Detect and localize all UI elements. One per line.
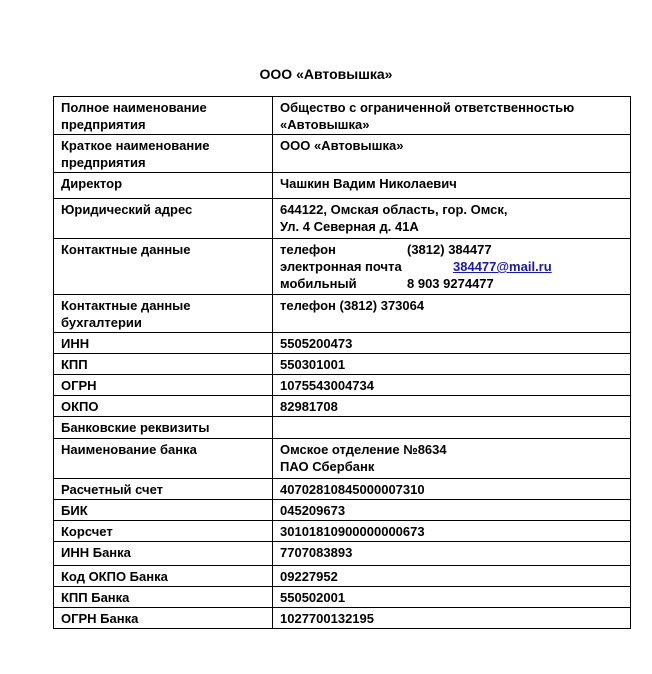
row-label: КПП Банка: [54, 587, 273, 608]
row-value: 30101810900000000673: [273, 521, 631, 542]
row-label: Контактные данные: [54, 239, 273, 295]
row-label: ИНН: [54, 333, 273, 354]
row-label: Контактные данные бухгалтерии: [54, 295, 273, 333]
row-label: КПП: [54, 354, 273, 375]
row-label: Код ОКПО Банка: [54, 566, 273, 587]
table-row: [54, 173, 631, 199]
table-row: [54, 295, 631, 333]
company-details-table: [53, 96, 631, 629]
email-link[interactable]: 384477@mail.ru: [453, 259, 552, 274]
row-value: 7707083893: [273, 542, 631, 566]
table-row: [54, 417, 631, 439]
phone-value: (3812) 384477: [407, 242, 492, 257]
row-value: [273, 417, 631, 439]
row-value: ООО «Автовышка»: [273, 135, 631, 173]
table-row: [54, 608, 631, 629]
row-label: Директор: [54, 173, 273, 199]
row-label: ОГРН Банка: [54, 608, 273, 629]
row-label: ОГРН: [54, 375, 273, 396]
row-value: 82981708: [273, 396, 631, 417]
table-row: [54, 333, 631, 354]
row-value: 550502001: [273, 587, 631, 608]
document-title: ООО «Автовышка»: [259, 66, 393, 82]
row-value: 09227952: [273, 566, 631, 587]
table-row: [54, 97, 631, 135]
table-row: [54, 199, 631, 239]
email-label: электронная почта: [280, 259, 402, 274]
row-value: телефон (3812) 373064: [273, 295, 631, 333]
row-label: ИНН Банка: [54, 542, 273, 566]
row-label: Юридический адрес: [54, 199, 273, 239]
row-label: БИК: [54, 500, 273, 521]
row-label: Краткое наименование предприятия: [54, 135, 273, 173]
row-value: 550301001: [273, 354, 631, 375]
contacts-cell: [273, 239, 631, 295]
mobile-label: мобильный: [280, 276, 357, 291]
row-value: 644122, Омская область, гор. Омск, Ул. 4 Северная д. 41А: [273, 199, 631, 239]
table-row: [54, 542, 631, 566]
row-label: Расчетный счет: [54, 479, 273, 500]
row-label: Полное наименование предприятия: [54, 97, 273, 135]
table-row: [54, 566, 631, 587]
row-value: 40702810845000007310: [273, 479, 631, 500]
table-row: [54, 135, 631, 173]
table-row: [54, 439, 631, 479]
row-value: Омское отделение №8634 ПАО Сбербанк: [273, 439, 631, 479]
row-value: 1027700132195: [273, 608, 631, 629]
row-label: ОКПО: [54, 396, 273, 417]
row-value: 1075543004734: [273, 375, 631, 396]
table-row: [54, 479, 631, 500]
table-row: [54, 500, 631, 521]
table-row: [54, 521, 631, 542]
row-label: Наименование банка: [54, 439, 273, 479]
table-row: [54, 354, 631, 375]
table-row: [54, 239, 631, 295]
table-row: [54, 396, 631, 417]
row-label: Корсчет: [54, 521, 273, 542]
row-value: Общество с ограниченной ответственностью «Автовышка»: [273, 97, 631, 135]
table-row: [54, 375, 631, 396]
row-value: Чашкин Вадим Николаевич: [273, 173, 631, 199]
row-value: 5505200473: [273, 333, 631, 354]
mobile-value: 8 903 9274477: [407, 276, 494, 291]
section-heading: Банковские реквизиты: [54, 417, 273, 439]
row-value: 045209673: [273, 500, 631, 521]
table-row: [54, 587, 631, 608]
phone-label: телефон: [280, 242, 336, 257]
